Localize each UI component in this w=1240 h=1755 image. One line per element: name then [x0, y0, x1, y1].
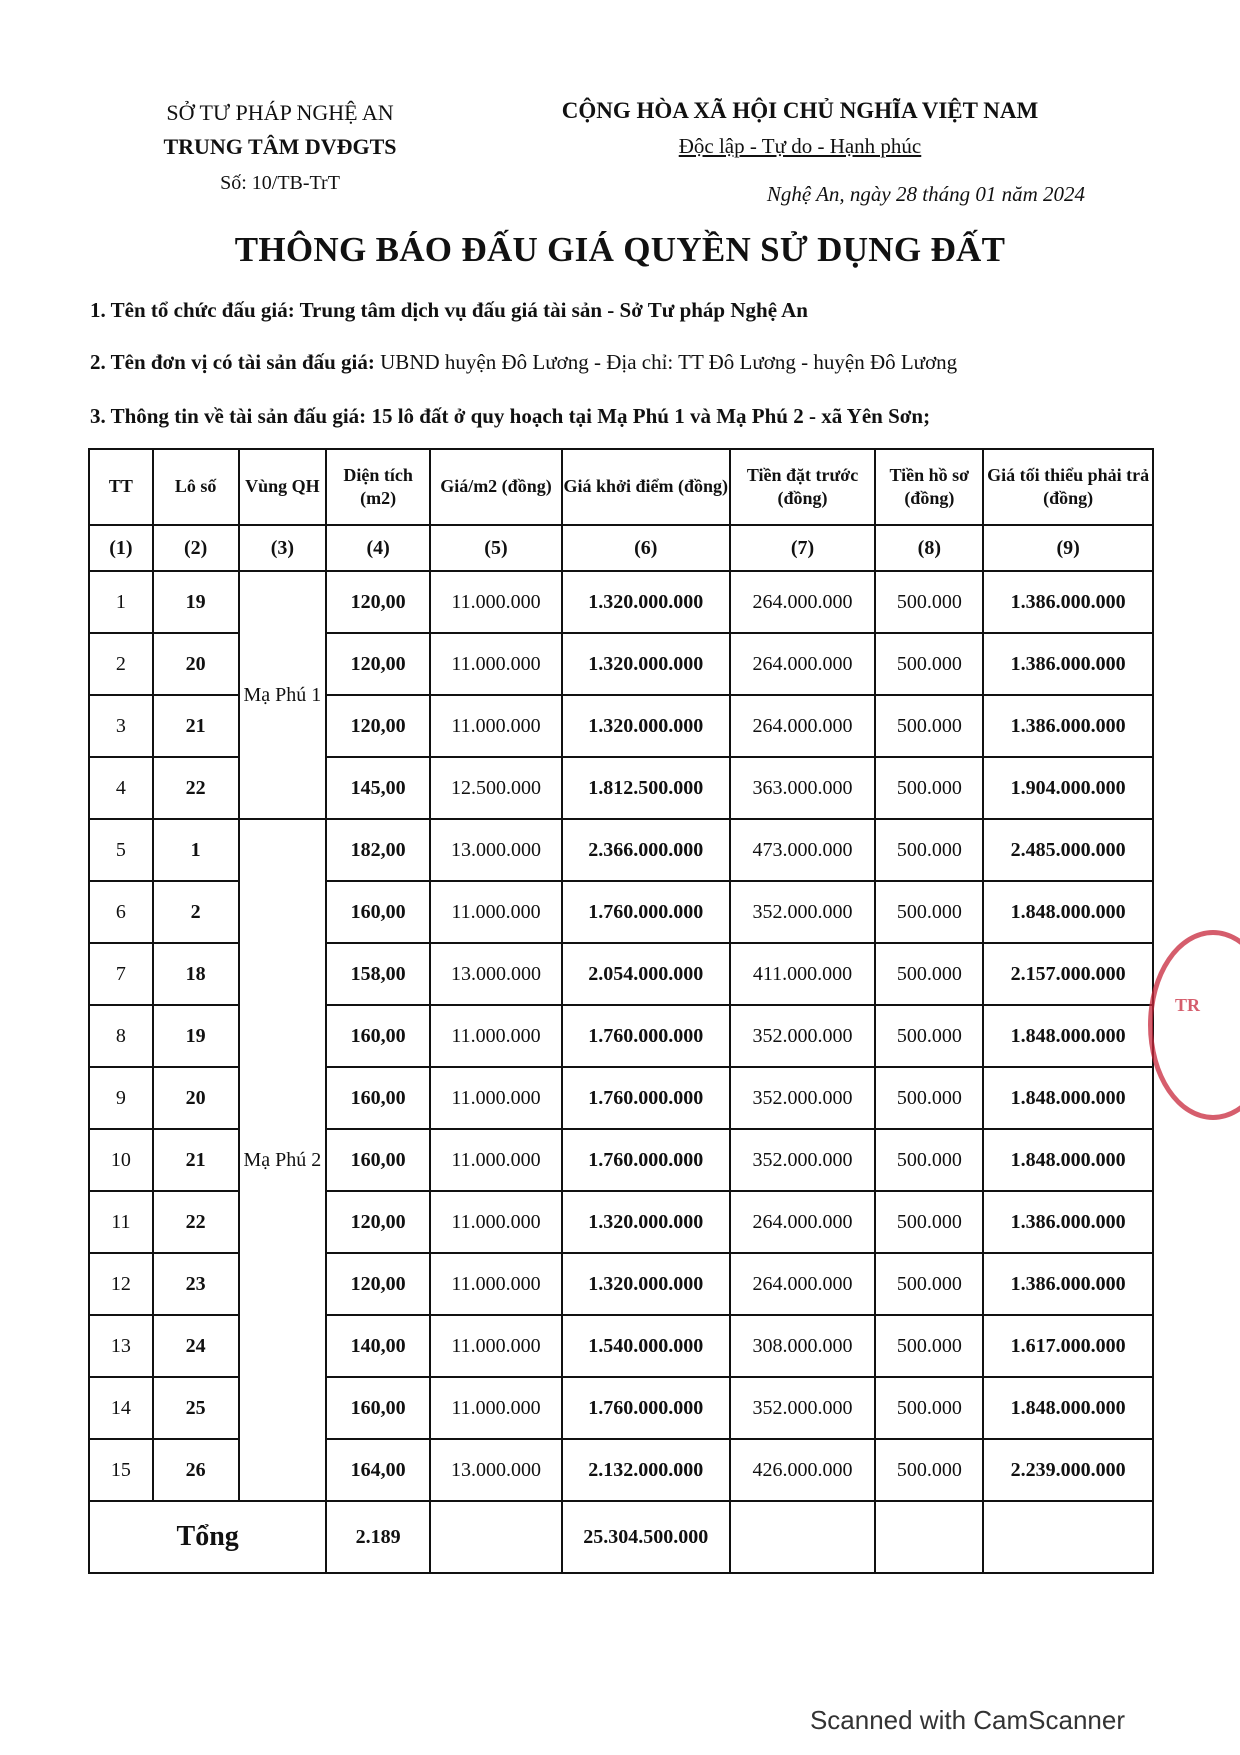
table-cell: 12.500.000 [430, 757, 562, 819]
table-cell: 13 [89, 1315, 153, 1377]
table-body [89, 571, 1153, 1501]
empty-cell [983, 1501, 1153, 1573]
column-index: (7) [730, 525, 876, 571]
table-cell: 500.000 [875, 881, 983, 943]
table-cell: 4 [89, 757, 153, 819]
table-cell: 11.000.000 [430, 1191, 562, 1253]
table-cell: 500.000 [875, 1315, 983, 1377]
column-header: Diện tích (m2) [326, 449, 430, 525]
column-index: (1) [89, 525, 153, 571]
auction-table [88, 448, 1154, 1574]
table-cell: 264.000.000 [730, 1253, 876, 1315]
table-row [89, 571, 1153, 633]
table-cell: 500.000 [875, 1253, 983, 1315]
table-cell: 160,00 [326, 1005, 430, 1067]
table-cell: 21 [153, 1129, 239, 1191]
table-cell: 160,00 [326, 1377, 430, 1439]
item-value: 15 lô đất ở quy hoạch tại Mạ Phú 1 và Mạ Phú 2 - xã Yên Sơn; [371, 404, 931, 428]
table-cell: 1 [89, 571, 153, 633]
column-index: (2) [153, 525, 239, 571]
table-cell: 500.000 [875, 1377, 983, 1439]
column-index: (6) [562, 525, 730, 571]
table-cell: 7 [89, 943, 153, 1005]
total-label: Tổng [89, 1501, 326, 1573]
column-index: (3) [239, 525, 327, 571]
table-cell: 1.386.000.000 [983, 1191, 1153, 1253]
national-motto: Độc lập - Tự do - Hạnh phúc [678, 134, 922, 158]
asset-owner [90, 350, 957, 375]
table-row [89, 819, 1153, 881]
stamp-text: TR [1175, 995, 1201, 1015]
table-cell: 1.812.500.000 [562, 757, 730, 819]
table-cell: 411.000.000 [730, 943, 876, 1005]
table-cell: 6 [89, 881, 153, 943]
table-cell: 473.000.000 [730, 819, 876, 881]
table-cell: 352.000.000 [730, 1067, 876, 1129]
agency-name: SỞ TƯ PHÁP NGHỆ AN [166, 100, 394, 125]
table-cell: 13.000.000 [430, 943, 562, 1005]
table-cell: 500.000 [875, 943, 983, 1005]
table-cell: 120,00 [326, 1191, 430, 1253]
table-cell: 264.000.000 [730, 695, 876, 757]
table-cell: 363.000.000 [730, 757, 876, 819]
column-index: (8) [875, 525, 983, 571]
item-value: UBND huyện Đô Lương - Địa chỉ: TT Đô Lương - huyện Đô Lương [380, 350, 958, 374]
column-header: Vùng QH [239, 449, 327, 525]
table-cell: 2.054.000.000 [562, 943, 730, 1005]
asset-info [90, 404, 930, 429]
table-cell: 500.000 [875, 633, 983, 695]
table-cell: 2.157.000.000 [983, 943, 1153, 1005]
table-cell: 120,00 [326, 633, 430, 695]
issue-date: Nghệ An, ngày 28 tháng 01 năm 2024 [766, 182, 1085, 206]
table-cell: 13.000.000 [430, 819, 562, 881]
table-cell: 9 [89, 1067, 153, 1129]
table-cell: 1.320.000.000 [562, 695, 730, 757]
document-title: THÔNG BÁO ĐẤU GIÁ QUYỀN SỬ DỤNG ĐẤT [234, 230, 1006, 269]
table-cell: 21 [153, 695, 239, 757]
table-cell: 2.239.000.000 [983, 1439, 1153, 1501]
table-cell: 264.000.000 [730, 571, 876, 633]
table-cell: 120,00 [326, 695, 430, 757]
table-cell: 3 [89, 695, 153, 757]
item-label: 2. Tên đơn vị có tài sản đấu giá: [90, 350, 375, 374]
table-cell: 1 [153, 819, 239, 881]
table-cell: 500.000 [875, 1191, 983, 1253]
table-cell: 1.760.000.000 [562, 1129, 730, 1191]
red-seal-stamp [1148, 930, 1240, 1120]
table-cell: 352.000.000 [730, 1377, 876, 1439]
table-cell: 140,00 [326, 1315, 430, 1377]
zone-cell: Mạ Phú 2 [239, 819, 327, 1501]
table-cell: 24 [153, 1315, 239, 1377]
table-cell: 352.000.000 [730, 1129, 876, 1191]
table-cell: 1.760.000.000 [562, 1005, 730, 1067]
table-cell: 352.000.000 [730, 881, 876, 943]
auction-organization [90, 298, 808, 323]
total-area: 2.189 [326, 1501, 430, 1573]
column-header: Tiền đặt trước (đồng) [730, 449, 876, 525]
table-cell: 1.617.000.000 [983, 1315, 1153, 1377]
table-cell: 2.132.000.000 [562, 1439, 730, 1501]
table-cell: 182,00 [326, 819, 430, 881]
table-cell: 2.485.000.000 [983, 819, 1153, 881]
table-cell: 1.904.000.000 [983, 757, 1153, 819]
table-cell: 11.000.000 [430, 1005, 562, 1067]
table-cell: 1.848.000.000 [983, 1377, 1153, 1439]
table-cell: 1.848.000.000 [983, 1067, 1153, 1129]
table-cell: 18 [153, 943, 239, 1005]
table-cell: 11 [89, 1191, 153, 1253]
table-cell: 1.386.000.000 [983, 633, 1153, 695]
table-cell: 1.320.000.000 [562, 1191, 730, 1253]
total-start-price: 25.304.500.000 [562, 1501, 730, 1573]
table-cell: 120,00 [326, 1253, 430, 1315]
table-cell: 11.000.000 [430, 1253, 562, 1315]
table-cell: 13.000.000 [430, 1439, 562, 1501]
table-header-row [89, 449, 1153, 525]
table-cell: 264.000.000 [730, 1191, 876, 1253]
table-cell: 19 [153, 571, 239, 633]
table-cell: 2 [153, 881, 239, 943]
table-cell: 500.000 [875, 757, 983, 819]
table-cell: 1.760.000.000 [562, 1067, 730, 1129]
column-header: Giá/m2 (đồng) [430, 449, 562, 525]
table-cell: 308.000.000 [730, 1315, 876, 1377]
column-header: Giá khởi điểm (đồng) [562, 449, 730, 525]
table-cell: 8 [89, 1005, 153, 1067]
column-header: Tiền hồ sơ (đồng) [875, 449, 983, 525]
table-cell: 2 [89, 633, 153, 695]
table-cell: 1.760.000.000 [562, 1377, 730, 1439]
column-index: (9) [983, 525, 1153, 571]
table-cell: 1.848.000.000 [983, 1129, 1153, 1191]
table-cell: 12 [89, 1253, 153, 1315]
table-cell: 1.386.000.000 [983, 571, 1153, 633]
table-cell: 11.000.000 [430, 881, 562, 943]
column-index: (4) [326, 525, 430, 571]
table-cell: 1.320.000.000 [562, 633, 730, 695]
table-cell: 352.000.000 [730, 1005, 876, 1067]
item-label: 1. Tên tổ chức đấu giá: [90, 298, 295, 322]
scanner-watermark: Scanned with CamScanner [809, 1705, 1125, 1735]
column-index-row [89, 525, 1153, 571]
table-cell: 10 [89, 1129, 153, 1191]
table-cell: 23 [153, 1253, 239, 1315]
table-cell: 264.000.000 [730, 633, 876, 695]
table-cell: 26 [153, 1439, 239, 1501]
table-cell: 426.000.000 [730, 1439, 876, 1501]
table-cell: 145,00 [326, 757, 430, 819]
table-cell: 500.000 [875, 1067, 983, 1129]
table-cell: 500.000 [875, 1439, 983, 1501]
table-cell: 20 [153, 1067, 239, 1129]
item-value: Trung tâm dịch vụ đấu giá tài sản - Sở Tư pháp Nghệ An [299, 298, 808, 322]
table-cell: 160,00 [326, 1129, 430, 1191]
table-cell: 5 [89, 819, 153, 881]
table-cell: 11.000.000 [430, 1377, 562, 1439]
table-cell: 120,00 [326, 571, 430, 633]
table-cell: 500.000 [875, 1129, 983, 1191]
issuer-block [110, 100, 450, 195]
country-name: CỘNG HÒA XÃ HỘI CHỦ NGHĨA VIỆT NAM [561, 98, 1039, 123]
total-row [89, 1501, 1153, 1573]
table-cell: 160,00 [326, 1067, 430, 1129]
table-cell: 22 [153, 757, 239, 819]
table-cell: 25 [153, 1377, 239, 1439]
table-cell: 11.000.000 [430, 1129, 562, 1191]
table-cell: 1.540.000.000 [562, 1315, 730, 1377]
empty-cell [730, 1501, 876, 1573]
table-cell: 1.386.000.000 [983, 695, 1153, 757]
table-cell: 1.386.000.000 [983, 1253, 1153, 1315]
column-header: Giá tối thiểu phải trả (đồng) [983, 449, 1153, 525]
table-cell: 19 [153, 1005, 239, 1067]
table-cell: 500.000 [875, 1005, 983, 1067]
table-cell: 1.848.000.000 [983, 881, 1153, 943]
table-cell: 160,00 [326, 881, 430, 943]
table-cell: 158,00 [326, 943, 430, 1005]
empty-cell [875, 1501, 983, 1573]
table-cell: 11.000.000 [430, 1067, 562, 1129]
item-label: 3. Thông tin về tài sản đấu giá: [90, 404, 367, 428]
table-cell: 1.320.000.000 [562, 571, 730, 633]
table-cell: 20 [153, 633, 239, 695]
empty-cell [430, 1501, 562, 1573]
table-cell: 1.760.000.000 [562, 881, 730, 943]
table-cell: 11.000.000 [430, 695, 562, 757]
table-cell: 164,00 [326, 1439, 430, 1501]
column-header: TT [89, 449, 153, 525]
zone-cell: Mạ Phú 1 [239, 571, 327, 819]
table-cell: 2.366.000.000 [562, 819, 730, 881]
table-cell: 1.848.000.000 [983, 1005, 1153, 1067]
national-heading [520, 98, 1080, 159]
table-cell: 500.000 [875, 695, 983, 757]
table-cell: 14 [89, 1377, 153, 1439]
document-number: Số: 10/TB-TrT [220, 172, 340, 194]
center-name: TRUNG TÂM DVĐGTS [163, 134, 397, 159]
table-cell: 11.000.000 [430, 1315, 562, 1377]
table-cell: 500.000 [875, 819, 983, 881]
column-header: Lô số [153, 449, 239, 525]
column-index: (5) [430, 525, 562, 571]
table-cell: 15 [89, 1439, 153, 1501]
table-cell: 22 [153, 1191, 239, 1253]
table-cell: 1.320.000.000 [562, 1253, 730, 1315]
table-cell: 11.000.000 [430, 571, 562, 633]
table-cell: 500.000 [875, 571, 983, 633]
table-cell: 11.000.000 [430, 633, 562, 695]
